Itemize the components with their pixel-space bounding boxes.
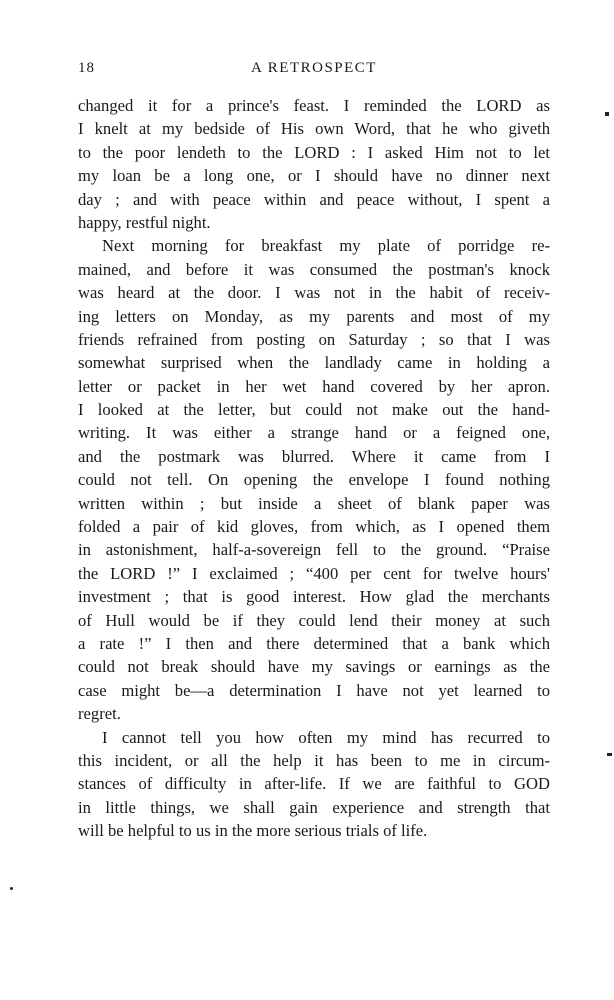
text-line: ing letters on Monday, as my parents and most of my xyxy=(78,306,550,326)
text-line: I looked at the letter, but could not make out the hand- xyxy=(78,400,550,420)
text-line: changed it for a prince's feast. I reminded the LORD as xyxy=(78,96,550,115)
text-line: of Hull would be if they could lend their money at such xyxy=(78,610,550,630)
print-speck xyxy=(605,112,609,116)
print-speck xyxy=(607,753,612,756)
page-header xyxy=(78,60,550,82)
text-line: could not break should have my savings or earnings as the xyxy=(78,657,550,677)
text-line: to the poor lendeth to the LORD : I asked Him not to let xyxy=(78,142,550,162)
text-line: friends refrained from posting on Saturday ; so that I was xyxy=(78,329,550,349)
running-head: A RETROSPECT xyxy=(251,60,377,76)
text-line: stances of difficulty in after-life. If we are faithful to GOD xyxy=(78,774,550,794)
text-line: a rate !” I then and there determined that a bank which xyxy=(78,633,550,653)
text-line: mained, and before it was consumed the postman's knock xyxy=(78,259,550,279)
page-number: 18 xyxy=(78,60,95,76)
print-speck xyxy=(10,887,13,890)
text-line: this incident, or all the help it has been to me in circum- xyxy=(78,750,550,770)
text-line: in astonishment, half-a-sovereign fell to the ground. “Praise xyxy=(78,540,550,560)
text-line: and the postmark was blurred. Where it came from I xyxy=(78,446,550,466)
text-line: my loan be a long one, or I should have no dinner next xyxy=(78,166,550,186)
text-line: will be helpful to us in the more serious trials of life. xyxy=(78,821,428,841)
text-line: written within ; but inside a sheet of blank paper was xyxy=(78,493,550,513)
body-text xyxy=(78,94,550,843)
text-line: folded a pair of kid gloves, from which, as I opened them xyxy=(78,517,550,537)
text-line: case might be—a determination I have not yet learned to xyxy=(78,680,550,700)
text-line: could not tell. On opening the envelope I found nothing xyxy=(78,470,550,490)
text-line: I knelt at my bedside of His own Word, that he who giveth xyxy=(78,119,550,139)
paragraph-first-line: Next morning for breakfast my plate of porridge re- xyxy=(102,236,550,256)
text-line: regret. xyxy=(78,704,121,724)
paragraph-first-line: I cannot tell you how often my mind has recurred to xyxy=(102,727,550,747)
text-line: happy, restful night. xyxy=(78,212,211,232)
text-line: somewhat surprised when the landlady came in holding a xyxy=(78,353,550,373)
text-line: letter or packet in her wet hand covered by her apron. xyxy=(78,376,550,396)
text-line: the LORD !” I exclaimed ; “400 per cent for twelve hours' xyxy=(78,563,550,583)
text-line: day ; and with peace within and peace without, I spent a xyxy=(78,189,550,209)
text-line: in little things, we shall gain experience and strength that xyxy=(78,797,550,817)
text-line: writing. It was either a strange hand or a feigned one, xyxy=(78,423,550,443)
text-line: investment ; that is good interest. How glad the merchants xyxy=(78,587,550,607)
text-line: was heard at the door. I was not in the habit of receiv- xyxy=(78,283,550,303)
